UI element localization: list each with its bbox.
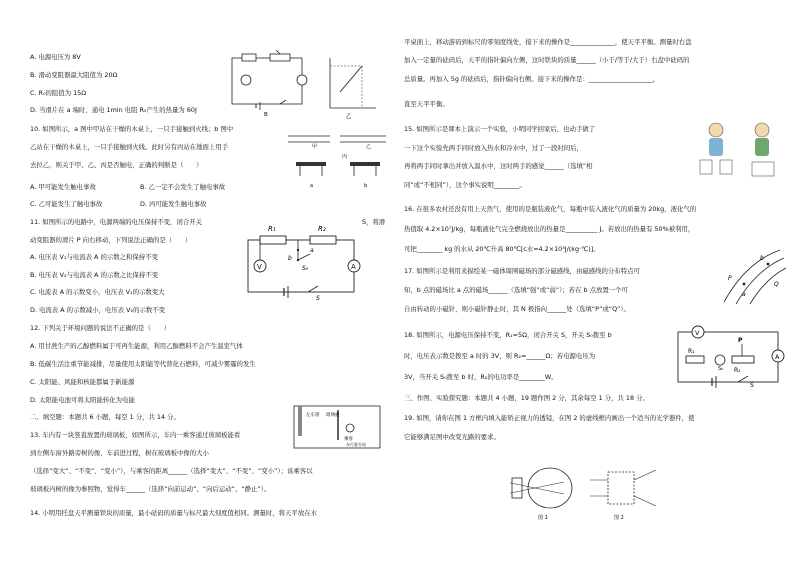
q15-figure <box>696 120 792 184</box>
q11-figure-switch-s: S <box>316 295 320 300</box>
q10-figure-person-yi: 乙 <box>366 144 372 150</box>
q18-figure-voltmeter: V <box>695 329 700 337</box>
q12-option-d: D. 太阳能电池可将太阳能转化为电能 <box>30 396 135 404</box>
q13-figure-passenger: 乘客 <box>344 437 353 442</box>
q9-figure-caption-c: 乙 <box>346 114 352 120</box>
q11-option-a: A. 电压表 V₁与电流表 A 的示数之和保持不变 <box>30 253 158 261</box>
q17-magnetic-field-figure <box>720 246 788 306</box>
q17-figure-point-q: Q <box>774 281 779 288</box>
q13-line-2: 到左侧车窗外路旁树的像，车前进过程，树在玻璃板中像的大小 <box>30 449 209 457</box>
q11-figure-switch-s0: S₀ <box>302 265 309 272</box>
q19-line-2: 它能够满足图中改变光路的要求。 <box>404 433 500 441</box>
q12-option-b: B. 低碳生活注重节能减排，尽量使用太阳能等代替化石燃料，可减少雾霾的发生 <box>30 360 256 368</box>
q10-figure-person-bing: 丙 <box>342 154 348 160</box>
q15-line-1: 15. 如图所示是课本上演示一个实验，小明同学回家后，也动手做了 <box>404 125 596 133</box>
q18-figure-slider-p: P <box>738 337 743 344</box>
q13-figure-direction: 车行驶方向 <box>346 442 366 447</box>
q16-line-3: 可把________ kg 的水从 20℃升高 80℃[c水=4.2×10³J/(kg·℃)]。 <box>404 245 600 253</box>
q19-optics-figure <box>510 462 660 522</box>
q13-line-4: 玻璃板内树的像为参照物，觉得车______（选择“向前运动”、“向后运动”、“静止”）。 <box>30 485 271 493</box>
q18-figure-switch-s0: S₀ <box>718 366 724 372</box>
q11-line-1-end: S，将滑 <box>362 218 386 226</box>
q11-figure-r2: R₂ <box>318 225 326 233</box>
q16-line-1: 16. 在很多农村还没有用上天然气，使用的是瓶装液化气，每瓶中装入液化气的质量为 20kg，液化气的 <box>404 205 697 213</box>
q9-circuit-figure <box>226 50 310 118</box>
q18-line-3: 3V，当开关 S₀拨至 b 时，R₂的电功率是________W。 <box>404 373 558 381</box>
q9-option-c: C. R₀的阻值为 15Ω <box>30 89 87 97</box>
q17-figure-point-b: b <box>760 255 764 262</box>
q13-figure-glass-panel: 玻璃板 <box>326 413 340 418</box>
q13-figure-car-window: 左车窗 <box>306 413 320 418</box>
q18-figure-r2: R₂ <box>734 367 741 374</box>
q9-option-b: B. 滑动变阻器最大阻值为 20Ω <box>30 71 118 79</box>
q18-figure-ammeter: A <box>775 353 780 361</box>
q11-figure-ammeter: A <box>351 263 356 271</box>
q10-option-d: D. 丙可能发生触电事故 <box>140 200 207 208</box>
q11-option-c: C. 电流表 A 的示数变小，电压表 V₁的示数变大 <box>30 288 165 296</box>
q19-line-1: 19. 如图，请你在图 1 方框内填入能矫正视力的透镜，在图 2 的虚线框内画出一个适当的光学器件，使 <box>404 414 695 422</box>
q18-line-1: 18. 如图所示，电源电压保持不变，R₁=5Ω，闭合开关 S，开关 S₀拨至 b <box>404 331 612 339</box>
q10-option-a: A. 甲可能发生触电事故 <box>30 183 96 191</box>
q10-line-1: 10. 如图所示，a 图中甲站在干燥的木桌上，一只手接触到火线；b 图中 <box>30 125 234 133</box>
q19-figure-1-caption: 图 1 <box>538 515 548 521</box>
q14-line-4: 总质量。再加入 5g 的砝码后，指针偏向右侧。接下来的操作是：____________________， <box>404 75 660 83</box>
q9-figure-caption-b: B <box>264 112 268 118</box>
q14-line-1: 14. 小明用托盘天平测量铁块的质量，最小砝码的质量与标尺最大刻度值相同。测量时，将天平放在水 <box>30 509 317 517</box>
section-3-heading: 三、作图、实验探究题：本题共 4 小题，19 题作图 2 分，其余每空 1 分，共 18 分。 <box>404 394 649 402</box>
section-2-heading: 二、填空题：本题共 6 小题，每空 1 分，共 14 分。 <box>30 413 180 421</box>
q11-figure-voltmeter: V <box>257 263 262 271</box>
q17-line-1: 17. 如图所示是利用来描绘某一磁体周围磁场的部分磁感线，由磁感线的分布特点可 <box>404 267 640 275</box>
q12-line-1: 12. 下列关于环境问题的说法不正确的是（ ） <box>30 324 171 332</box>
q9-option-a: A. 电源电压为 8V <box>30 53 81 61</box>
q12-option-a: A. 用甘蔗生产的乙醇燃料属于可再生能源，利用乙醇燃料不会产生温室气体 <box>30 342 243 350</box>
q10-option-b: B. 乙一定不会发生了触电事故 <box>140 183 226 191</box>
q17-figure-point-p: P <box>728 275 732 282</box>
q12-option-c: C. 太阳能、风能和核能都属于新能源 <box>30 378 135 386</box>
q11-figure-point-a: a <box>310 247 314 254</box>
left-column <box>0 0 396 562</box>
q11-line-1: 11. 如图所示的电路中，电源两端的电压保持不变，闭合开关 <box>30 218 202 226</box>
q13-line-1: 13. 车内有一块竖直放置的玻璃板，如图所示，车内一乘客通过玻璃板能看 <box>30 431 241 439</box>
q9-option-d: D. 当滑片在 a 端时，通电 1min 电阻 R₀产生的热量为 60J <box>30 106 197 114</box>
q15-line-2: 一下这个实验先两手同时放入热水和冷水中，过了一段时间后， <box>404 144 583 152</box>
q18-line-2: 时，电压表示数是拨至 a 时的 3V，则 R₂=______Ω；若电源电压为 <box>404 352 596 360</box>
q11-circuit-figure <box>238 220 364 300</box>
q19-figure-2-caption: 图 2 <box>614 515 624 521</box>
q10-figure-caption-a: a <box>310 183 314 189</box>
q18-figure-r1: R₁ <box>688 348 695 355</box>
right-column <box>398 0 794 562</box>
q17-figure-point-a: a <box>742 291 746 298</box>
q10-line-2: 乙站在干燥的木桌上，一只手接触到火线。此时另有丙站在地面上用手 <box>30 143 229 151</box>
q14-line-5: 直至天平平衡。 <box>404 100 449 108</box>
q10-figure-caption-b: b <box>364 183 368 189</box>
q11-line-2: 动变阻器的滑片 P 向右移动，下列说法正确的是（ ） <box>30 236 192 244</box>
q17-line-2: 知，b 点的磁场比 a 点的磁场______（选填“强”或“弱”）；若在 b 点放置一个可 <box>404 286 628 294</box>
q15-line-3: 再将两手同时拿出并放入温水中，这时两手的感觉______（选填“相 <box>404 162 593 170</box>
q17-line-3: 自由转动的小磁针，则小磁针静止时，其 N 极指向______处（选填“P”或“Q”）。 <box>404 305 630 313</box>
q13-figure <box>290 402 384 452</box>
q11-option-b: B. 电压表 V₂与电流表 A 的示数之比保持不变 <box>30 271 159 279</box>
q16-line-2: 热值取 4.2×10⁷J/kg，每瓶液化气完全燃烧放出的热量是__________ J。若放出的热量有 50%被利用， <box>404 225 695 233</box>
q9-graph-figure <box>322 54 378 120</box>
q11-figure-point-b: b <box>288 255 292 262</box>
q11-option-d: D. 电流表 A 的示数减小，电压表 V₂的示数不变 <box>30 306 166 314</box>
q18-figure-switch-s: S <box>750 382 754 388</box>
q10-figure-person-jia: 甲 <box>312 144 318 150</box>
q15-line-4: 同”或“不相同”），这个事实说明________。 <box>404 181 526 189</box>
q10-line-3: 去拉乙，则关于甲、乙、丙是否触电，正确的判断是（ ） <box>30 161 203 169</box>
q14-line-2: 平桌面上，移动游码到标尺的零刻度线处，接下来的操作是______________，使天平平衡。测量时右盘 <box>404 38 692 46</box>
q10-figure <box>284 128 390 190</box>
q13-line-3: （选择“变大”、“不变”、“变小”），与乘客的距离______（选择“变大”、“不变”、“变小”）；该乘客以 <box>30 467 313 475</box>
q10-option-c: C. 乙可能发生了触电事故 <box>30 200 103 208</box>
q18-circuit-figure <box>668 320 788 388</box>
q11-figure-r1: R₁ <box>268 225 276 233</box>
q14-line-3: 加入一定量的砝码后，天平的指针偏向左侧，这时铁块的质量______（小于/等于/大于）右盘中砝码的 <box>404 56 690 64</box>
